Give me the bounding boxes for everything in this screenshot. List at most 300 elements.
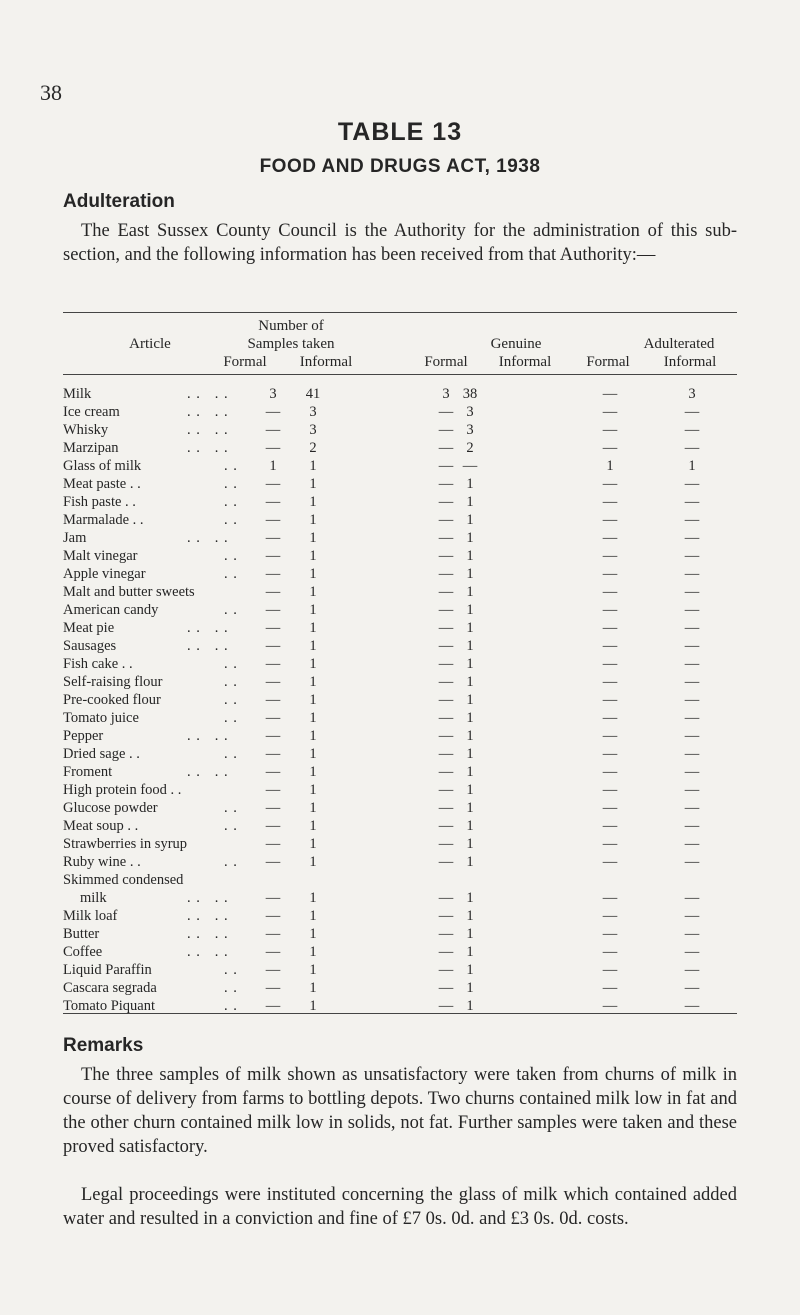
cell-adulterated-informal: — — [684, 782, 700, 798]
cell-genuine-formal: — — [438, 422, 454, 438]
cell-samples-formal: — — [265, 854, 281, 870]
cell-adulterated-formal: — — [602, 782, 618, 798]
cell-adulterated-formal: — — [602, 602, 618, 618]
cell-adulterated-formal: — — [602, 656, 618, 672]
cell-genuine-formal: — — [438, 602, 454, 618]
remarks-heading: Remarks — [63, 1035, 144, 1056]
row-article: Pepper — [63, 728, 104, 744]
cell-samples-formal: — — [265, 512, 281, 528]
cell-genuine-formal: — — [438, 512, 454, 528]
cell-adulterated-formal: — — [602, 386, 618, 402]
cell-genuine-formal: — — [438, 890, 454, 906]
row-leader-dots: . . — [224, 998, 238, 1014]
cell-genuine-informal: 1 — [466, 638, 474, 654]
table-row — [0, 493, 800, 511]
row-leader-dots: . . . . — [187, 530, 229, 546]
row-article: milk — [80, 890, 107, 906]
table-row — [0, 817, 800, 835]
cell-genuine-formal: — — [438, 728, 454, 744]
cell-adulterated-formal: — — [602, 566, 618, 582]
row-leader-dots: . . — [224, 458, 238, 474]
row-leader-dots: . . . . — [187, 728, 229, 744]
cell-adulterated-informal: — — [684, 962, 700, 978]
table-row — [0, 511, 800, 529]
table-row — [0, 871, 800, 889]
table-row — [0, 907, 800, 925]
cell-genuine-formal: — — [438, 566, 454, 582]
row-article: Ice cream — [63, 404, 120, 420]
cell-samples-informal: 1 — [309, 944, 317, 960]
table-row — [0, 979, 800, 997]
cell-genuine-informal: 1 — [466, 548, 474, 564]
cell-adulterated-informal: — — [684, 602, 700, 618]
row-leader-dots: . . — [224, 818, 238, 834]
cell-samples-formal: — — [265, 692, 281, 708]
table-row — [0, 781, 800, 799]
cell-samples-formal: — — [265, 440, 281, 456]
section-heading: Adulteration — [63, 191, 175, 212]
cell-samples-informal: 1 — [309, 854, 317, 870]
row-article: Meat pie — [63, 620, 115, 636]
row-leader-dots: . . . . — [187, 944, 229, 960]
cell-samples-informal: 1 — [309, 926, 317, 942]
cell-genuine-formal: — — [438, 818, 454, 834]
row-article: Strawberries in syrup — [63, 836, 188, 852]
cell-adulterated-formal: — — [602, 854, 618, 870]
row-article: Butter — [63, 926, 100, 942]
cell-genuine-formal: — — [438, 584, 454, 600]
cell-adulterated-informal: — — [684, 998, 700, 1014]
cell-samples-informal: 1 — [309, 602, 317, 618]
cell-samples-formal: — — [265, 908, 281, 924]
table-row — [0, 745, 800, 763]
cell-samples-informal: 1 — [309, 476, 317, 492]
cell-samples-informal: 1 — [309, 836, 317, 852]
cell-adulterated-informal: — — [684, 404, 700, 420]
cell-genuine-informal: 1 — [466, 782, 474, 798]
row-leader-dots: . . — [224, 800, 238, 816]
cell-genuine-informal: 3 — [466, 422, 474, 438]
cell-genuine-informal: 1 — [466, 476, 474, 492]
row-article: Tomato juice — [63, 710, 139, 726]
cell-adulterated-informal: — — [684, 890, 700, 906]
cell-samples-informal: 1 — [309, 764, 317, 780]
cell-genuine-informal: 1 — [466, 980, 474, 996]
cell-adulterated-informal: — — [684, 854, 700, 870]
cell-samples-informal: 2 — [309, 440, 317, 456]
cell-samples-formal: — — [265, 530, 281, 546]
row-leader-dots: . . . . — [187, 890, 229, 906]
header-adulterated: Adulterated — [643, 336, 715, 352]
row-leader-dots: . . . . — [187, 620, 229, 636]
row-article: Liquid Paraffin — [63, 962, 152, 978]
table-row — [0, 475, 800, 493]
table-row — [0, 961, 800, 979]
cell-genuine-informal: 1 — [466, 512, 474, 528]
cell-samples-formal: — — [265, 926, 281, 942]
cell-samples-informal: 1 — [309, 512, 317, 528]
cell-samples-formal: — — [265, 602, 281, 618]
cell-samples-informal: 1 — [309, 656, 317, 672]
act-title: FOOD AND DRUGS ACT, 1938 — [259, 156, 541, 177]
row-article: Milk — [63, 386, 92, 402]
page-number: 38 — [40, 80, 62, 105]
row-article: Pre-cooked flour — [63, 692, 161, 708]
cell-genuine-formal: — — [438, 656, 454, 672]
cell-genuine-formal: — — [438, 980, 454, 996]
cell-samples-informal: 1 — [309, 962, 317, 978]
cell-adulterated-formal: — — [602, 440, 618, 456]
cell-samples-formal: — — [265, 548, 281, 564]
cell-adulterated-informal: — — [684, 836, 700, 852]
cell-adulterated-formal: — — [602, 818, 618, 834]
row-article: Fish cake . . — [63, 656, 133, 672]
cell-adulterated-informal: — — [684, 638, 700, 654]
row-leader-dots: . . — [224, 674, 238, 690]
cell-genuine-formal: — — [438, 944, 454, 960]
table-row — [0, 799, 800, 817]
row-article: Meat paste . . — [63, 476, 141, 492]
table-row — [0, 547, 800, 565]
cell-genuine-informal: 1 — [466, 620, 474, 636]
cell-adulterated-formal: — — [602, 728, 618, 744]
cell-samples-formal: — — [265, 566, 281, 582]
cell-samples-formal: — — [265, 494, 281, 510]
cell-genuine-informal: 1 — [466, 944, 474, 960]
cell-samples-formal: — — [265, 998, 281, 1014]
table-row — [0, 385, 800, 403]
cell-samples-informal: 1 — [309, 980, 317, 996]
cell-samples-formal: 3 — [269, 386, 277, 402]
cell-samples-formal: — — [265, 980, 281, 996]
cell-samples-informal: 1 — [309, 998, 317, 1014]
cell-genuine-informal: 1 — [466, 890, 474, 906]
cell-genuine-formal: — — [438, 638, 454, 654]
cell-genuine-informal: 1 — [466, 602, 474, 618]
cell-genuine-informal: 1 — [466, 584, 474, 600]
cell-adulterated-informal: — — [684, 764, 700, 780]
cell-samples-informal: 1 — [309, 584, 317, 600]
cell-samples-informal: 3 — [309, 404, 317, 420]
remarks-paragraph: Legal proceedings were instituted concerning the glass of milk which contained added water and resulted in a conviction and fine of £7 0s. 0d. and £3 0s. 0d. costs. — [63, 1185, 737, 1229]
row-article: Apple vinegar — [63, 566, 146, 582]
cell-adulterated-informal: — — [684, 548, 700, 564]
cell-genuine-formal: — — [438, 854, 454, 870]
row-leader-dots: . . — [224, 656, 238, 672]
cell-samples-informal: 1 — [309, 458, 317, 474]
cell-adulterated-formal: — — [602, 476, 618, 492]
row-leader-dots: . . — [224, 494, 238, 510]
cell-genuine-informal: 1 — [466, 926, 474, 942]
table-row — [0, 619, 800, 637]
cell-samples-formal: — — [265, 404, 281, 420]
cell-adulterated-informal: — — [684, 908, 700, 924]
row-article: American candy — [63, 602, 159, 618]
cell-genuine-formal: — — [438, 494, 454, 510]
cell-samples-formal: — — [265, 584, 281, 600]
cell-adulterated-informal: — — [684, 980, 700, 996]
cell-samples-informal: 1 — [309, 710, 317, 726]
cell-genuine-informal: 1 — [466, 908, 474, 924]
table-row — [0, 853, 800, 871]
cell-genuine-informal: 1 — [466, 854, 474, 870]
row-article: Fish paste . . — [63, 494, 136, 510]
cell-samples-formal: — — [265, 890, 281, 906]
row-leader-dots: . . — [224, 854, 238, 870]
cell-adulterated-formal: — — [602, 404, 618, 420]
table-bottom-rule — [63, 1013, 737, 1014]
cell-genuine-informal: 1 — [466, 566, 474, 582]
cell-adulterated-informal: — — [684, 620, 700, 636]
cell-adulterated-formal: — — [602, 692, 618, 708]
row-leader-dots: . . — [224, 692, 238, 708]
cell-genuine-informal: 1 — [466, 836, 474, 852]
row-leader-dots: . . . . — [187, 440, 229, 456]
cell-adulterated-informal: — — [684, 440, 700, 456]
cell-adulterated-formal: — — [602, 584, 618, 600]
cell-adulterated-informal: — — [684, 494, 700, 510]
cell-genuine-formal: — — [438, 548, 454, 564]
table-row — [0, 943, 800, 961]
remarks-paragraph: The three samples of milk shown as unsatisfactory were taken from churns of milk in course of delivery from farms to bottling depots. Two churns contained milk low in fat and the other churn contained milk low in solids, not fat. Further samples were taken and these proved satisfactory. — [63, 1065, 737, 1157]
table-row — [0, 403, 800, 421]
cell-genuine-formal: — — [438, 800, 454, 816]
header-samples-taken: Samples taken — [247, 336, 335, 352]
cell-adulterated-formal: — — [602, 800, 618, 816]
row-leader-dots: . . . . — [187, 422, 229, 438]
cell-adulterated-formal: — — [602, 548, 618, 564]
cell-genuine-informal: 1 — [466, 728, 474, 744]
cell-adulterated-formal: — — [602, 512, 618, 528]
header-genuine-informal: Informal — [498, 354, 552, 370]
row-article: Tomato Piquant — [63, 998, 156, 1014]
cell-samples-informal: 1 — [309, 692, 317, 708]
cell-samples-informal: 1 — [309, 728, 317, 744]
table-row — [0, 439, 800, 457]
header-samples-formal: Formal — [223, 354, 267, 370]
cell-samples-informal: 1 — [309, 746, 317, 762]
row-leader-dots: . . — [224, 566, 238, 582]
row-article: Ruby wine . . — [63, 854, 141, 870]
cell-samples-formal: 1 — [269, 458, 277, 474]
table-row — [0, 529, 800, 547]
cell-adulterated-informal: — — [684, 476, 700, 492]
cell-genuine-formal: — — [438, 710, 454, 726]
cell-samples-informal: 1 — [309, 782, 317, 798]
cell-samples-informal: 1 — [309, 638, 317, 654]
row-article: Skimmed condensed — [63, 872, 184, 888]
cell-genuine-formal: — — [438, 908, 454, 924]
cell-adulterated-informal: — — [684, 926, 700, 942]
cell-genuine-informal: 1 — [466, 692, 474, 708]
row-article: Sausages — [63, 638, 117, 654]
table-row — [0, 565, 800, 583]
cell-samples-informal: 1 — [309, 674, 317, 690]
header-genuine-formal: Formal — [424, 354, 468, 370]
cell-genuine-informal: 1 — [466, 818, 474, 834]
row-article: Marzipan — [63, 440, 119, 456]
cell-adulterated-informal: — — [684, 692, 700, 708]
header-adulterated-informal: Informal — [663, 354, 717, 370]
row-article: High protein food . . — [63, 782, 182, 798]
cell-genuine-informal: 38 — [462, 386, 478, 402]
cell-adulterated-formal: — — [602, 926, 618, 942]
table-title: TABLE 13 — [337, 118, 463, 146]
cell-genuine-formal: — — [438, 764, 454, 780]
row-leader-dots: . . — [224, 476, 238, 492]
intro-paragraph: The East Sussex County Council is the Authority for the administration of this sub-section, and the following information has been received from that Authority:— — [63, 221, 737, 265]
cell-adulterated-formal: — — [602, 764, 618, 780]
table-top-rule — [63, 312, 737, 313]
cell-samples-formal: — — [265, 818, 281, 834]
cell-genuine-informal: 2 — [466, 440, 474, 456]
cell-samples-formal: — — [265, 638, 281, 654]
cell-genuine-formal: — — [438, 530, 454, 546]
cell-adulterated-formal: — — [602, 890, 618, 906]
cell-samples-informal: 1 — [309, 566, 317, 582]
row-leader-dots: . . . . — [187, 764, 229, 780]
cell-samples-formal: — — [265, 422, 281, 438]
cell-samples-informal: 1 — [309, 548, 317, 564]
cell-samples-formal: — — [265, 710, 281, 726]
cell-samples-formal: — — [265, 728, 281, 744]
cell-genuine-formal: — — [438, 620, 454, 636]
row-leader-dots: . . . . — [187, 908, 229, 924]
cell-genuine-informal: 1 — [466, 530, 474, 546]
table-row — [0, 421, 800, 439]
cell-genuine-informal: 1 — [466, 746, 474, 762]
table-row — [0, 691, 800, 709]
cell-samples-formal: — — [265, 656, 281, 672]
row-leader-dots: . . — [224, 962, 238, 978]
header-genuine: Genuine — [490, 336, 542, 352]
row-article: Glucose powder — [63, 800, 158, 816]
row-article: Meat soup . . — [63, 818, 139, 834]
row-leader-dots: . . — [224, 548, 238, 564]
cell-samples-formal: — — [265, 962, 281, 978]
cell-adulterated-informal: — — [684, 422, 700, 438]
table-row — [0, 709, 800, 727]
cell-genuine-formal: — — [438, 440, 454, 456]
cell-adulterated-formal: — — [602, 836, 618, 852]
cell-genuine-formal: — — [438, 476, 454, 492]
row-article: Self-raising flour — [63, 674, 163, 690]
cell-genuine-informal: 1 — [466, 962, 474, 978]
row-article: Malt vinegar — [63, 548, 138, 564]
cell-genuine-informal: 1 — [466, 710, 474, 726]
row-article: Dried sage . . — [63, 746, 140, 762]
cell-samples-formal: — — [265, 620, 281, 636]
row-article: Marmalade . . — [63, 512, 144, 528]
cell-adulterated-formal: — — [602, 980, 618, 996]
row-leader-dots: . . . . — [187, 926, 229, 942]
row-article: Glass of milk — [63, 458, 142, 474]
row-leader-dots: . . . . — [187, 386, 229, 402]
row-article: Malt and butter sweets — [63, 584, 195, 600]
row-leader-dots: . . . . — [187, 638, 229, 654]
table-row — [0, 673, 800, 691]
cell-samples-formal: — — [265, 836, 281, 852]
cell-adulterated-formal: 1 — [606, 458, 614, 474]
cell-genuine-informal: 1 — [466, 764, 474, 780]
table-row — [0, 889, 800, 907]
cell-genuine-formal: — — [438, 458, 454, 474]
cell-adulterated-informal: — — [684, 512, 700, 528]
cell-adulterated-informal: — — [684, 674, 700, 690]
header-number-of: Number of — [258, 318, 324, 334]
cell-genuine-informal: — — [462, 458, 478, 474]
table-row — [0, 763, 800, 781]
cell-genuine-informal: 1 — [466, 800, 474, 816]
cell-genuine-formal: — — [438, 746, 454, 762]
cell-adulterated-informal: — — [684, 584, 700, 600]
cell-samples-formal: — — [265, 476, 281, 492]
cell-adulterated-formal: — — [602, 620, 618, 636]
cell-adulterated-informal: — — [684, 728, 700, 744]
table-row — [0, 655, 800, 673]
cell-adulterated-informal: — — [684, 566, 700, 582]
table-row — [0, 637, 800, 655]
row-leader-dots: . . . . — [187, 404, 229, 420]
cell-adulterated-formal: — — [602, 494, 618, 510]
cell-genuine-informal: 1 — [466, 998, 474, 1014]
cell-adulterated-formal: — — [602, 962, 618, 978]
cell-samples-informal: 3 — [309, 422, 317, 438]
cell-samples-informal: 1 — [309, 890, 317, 906]
cell-genuine-formal: — — [438, 836, 454, 852]
cell-adulterated-formal: — — [602, 530, 618, 546]
cell-adulterated-informal: — — [684, 800, 700, 816]
cell-samples-formal: — — [265, 944, 281, 960]
cell-samples-informal: 1 — [309, 908, 317, 924]
row-leader-dots: . . — [224, 602, 238, 618]
row-article: Jam — [63, 530, 87, 546]
cell-genuine-informal: 1 — [466, 674, 474, 690]
cell-genuine-formal: 3 — [442, 386, 450, 402]
cell-genuine-informal: 1 — [466, 494, 474, 510]
row-leader-dots: . . — [224, 746, 238, 762]
header-samples-informal: Informal — [299, 354, 353, 370]
cell-adulterated-informal: — — [684, 818, 700, 834]
cell-adulterated-formal: — — [602, 710, 618, 726]
cell-genuine-formal: — — [438, 782, 454, 798]
table-header-rule — [63, 374, 737, 375]
table-row — [0, 727, 800, 745]
cell-genuine-formal: — — [438, 998, 454, 1014]
cell-samples-informal: 1 — [309, 800, 317, 816]
cell-genuine-formal: — — [438, 404, 454, 420]
cell-samples-formal: — — [265, 746, 281, 762]
cell-adulterated-formal: — — [602, 908, 618, 924]
row-article: Whisky — [63, 422, 109, 438]
header-article: Article — [129, 336, 171, 352]
table-row — [0, 457, 800, 475]
row-article: Coffee — [63, 944, 103, 960]
cell-samples-formal: — — [265, 674, 281, 690]
cell-adulterated-formal: — — [602, 674, 618, 690]
cell-samples-informal: 1 — [309, 494, 317, 510]
table-row — [0, 835, 800, 853]
cell-adulterated-formal: — — [602, 998, 618, 1014]
cell-samples-formal: — — [265, 800, 281, 816]
cell-samples-formal: — — [265, 764, 281, 780]
cell-samples-informal: 1 — [309, 620, 317, 636]
cell-adulterated-informal: — — [684, 710, 700, 726]
cell-samples-informal: 41 — [305, 386, 321, 402]
cell-adulterated-formal: — — [602, 746, 618, 762]
table-row — [0, 601, 800, 619]
cell-adulterated-informal: 1 — [688, 458, 696, 474]
